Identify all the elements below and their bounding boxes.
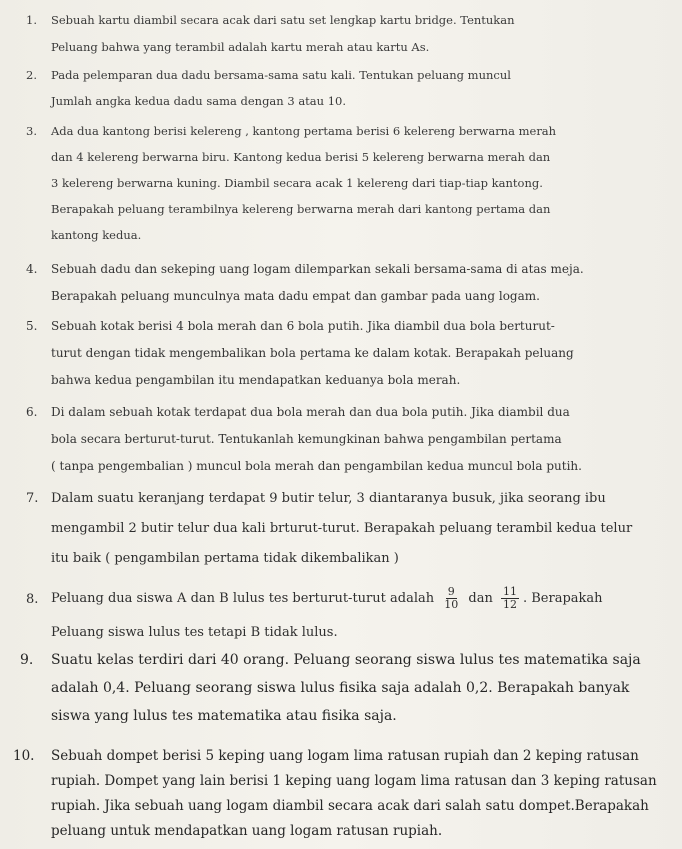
problem-number: 8. [26, 592, 39, 607]
problem-text-line: Sebuah kartu diambil secara acak dari satu set lengkap kartu bridge. Tentukan [51, 13, 515, 27]
problem-number: 5. [26, 319, 38, 333]
problem-text-line: itu baik ( pengambilan pertama tidak dikembalikan ) [51, 551, 399, 566]
problem-text-line: rupiah. Jika sebuah uang logam diambil secara acak dari salah satu dompet.Berapakah [51, 798, 649, 814]
problem-text-line: mengambil 2 butir telur dua kali brturut-turut. Berapakah peluang terambil kedua telur [51, 521, 633, 536]
problem-text-line: Peluang siswa lulus tes tetapi B tidak lulus. [51, 625, 338, 640]
problem-text-line: peluang untuk mendapatkan uang logam ratusan rupiah. [51, 823, 443, 839]
problem-number: 7. [26, 491, 39, 506]
problem-text-line: kantong kedua. [51, 228, 142, 242]
problem-number: 6. [26, 405, 38, 419]
problem-text-line: Pada pelemparan dua dadu bersama-sama satu kali. Tentukan peluang muncul [51, 68, 511, 82]
problem-text-line: adalah 0,4. Peluang seorang siswa lulus fisika saja adalah 0,2. Berapakah banyak [51, 680, 630, 696]
problem-text-line: Sebuah dompet berisi 5 keping uang logam lima ratusan rupiah dan 2 keping ratusan [51, 748, 639, 764]
problem-number: 2. [26, 68, 37, 82]
problem-text-line: Berapakah peluang terambilnya kelereng berwarna merah dari kantong pertama dan [51, 202, 551, 216]
problem-number: 9. [20, 652, 34, 668]
problem-text-line: bahwa kedua pengambilan itu mendapatkan keduanya bola merah. [51, 373, 461, 387]
problem-text-line: turut dengan tidak mengembalikan bola pertama ke dalam kotak. Berapakah peluang [51, 346, 574, 360]
fraction-9-10 [442, 586, 460, 611]
problem-number: 10. [13, 748, 35, 764]
fraction-numerator: 9 [447, 585, 455, 598]
problem-text-line: dan 4 kelereng berwarna biru. Kantong kedua berisi 5 kelereng berwarna merah dan [51, 150, 551, 164]
problem-number: 3. [26, 124, 37, 138]
problem-text-line: bola secara berturut-turut. Tentukanlah kemungkinan bahwa pengambilan pertama [51, 432, 562, 446]
problem-text-line: rupiah. Dompet yang lain berisi 1 keping uang logam lima ratusan dan 3 keping ratusan [51, 773, 657, 789]
problem-text-segment: . Berapakah [522, 591, 603, 606]
fraction-numerator: 11 [502, 585, 517, 598]
problem-text-line: Sebuah dadu dan sekeping uang logam dilemparkan sekali bersama-sama di atas meja. [51, 262, 584, 276]
fraction-denominator: 12 [502, 598, 517, 611]
problem-text-line: Dalam suatu keranjang terdapat 9 butir telur, 3 diantaranya busuk, jika seorang ibu [51, 491, 606, 506]
problem-text-line: siswa yang lulus tes matematika atau fisika saja. [51, 708, 397, 724]
problem-text-segment: Peluang dua siswa A dan B lulus tes berturut-turut adalah [51, 591, 435, 606]
problem-text-line: ( tanpa pengembalian ) muncul bola merah dan pengambilan kedua muncul bola putih. [51, 459, 582, 473]
problem-text-line: Berapakah peluang munculnya mata dadu empat dan gambar pada uang logam. [51, 289, 540, 303]
problem-number: 1. [26, 13, 37, 27]
problem-text-line: Jumlah angka kedua dadu sama dengan 3 atau 10. [51, 94, 347, 108]
problem-number: 4. [26, 262, 38, 276]
problem-text-line: Di dalam sebuah kotak terdapat dua bola merah dan dua bola putih. Jika diambil dua [51, 405, 570, 419]
problem-text-line: 3 kelereng berwarna kuning. Diambil secara acak 1 kelereng dari tiap-tiap kantong. [51, 176, 543, 190]
fraction-denominator: 10 [444, 598, 459, 611]
problem-text-line: Ada dua kantong berisi kelereng , kantong pertama berisi 6 kelereng berwarna merah [51, 124, 557, 138]
problem-text-line: Sebuah kotak berisi 4 bola merah dan 6 bola putih. Jika diambil dua bola berturut- [51, 319, 555, 333]
problem-text-line: Suatu kelas terdiri dari 40 orang. Peluang seorang siswa lulus tes matematika saja [51, 652, 641, 668]
problem-text-line [51, 584, 603, 614]
problem-text-line: Peluang bahwa yang terambil adalah kartu merah atau kartu As. [51, 40, 430, 54]
problem-text-segment: dan [468, 591, 493, 606]
fraction-11-12 [501, 586, 519, 611]
